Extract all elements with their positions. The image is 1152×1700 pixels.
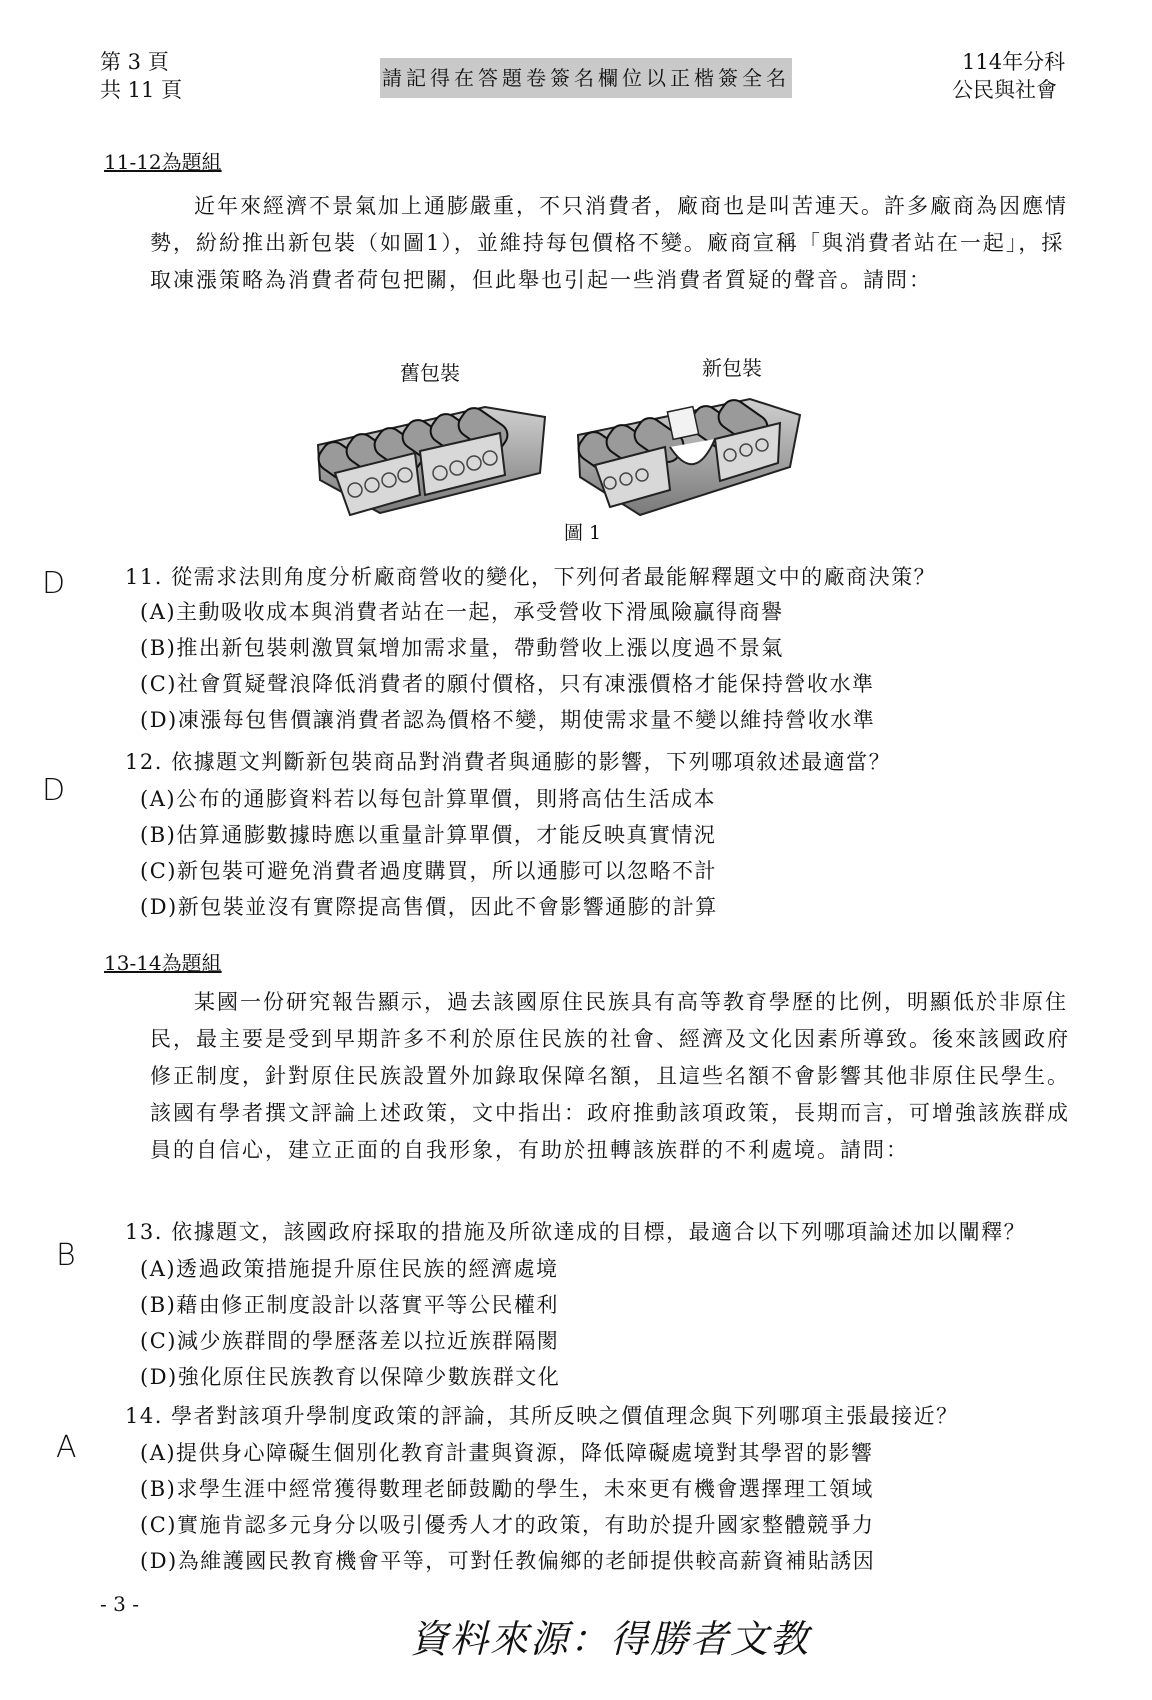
question-12-option-c: (C)新包裝可避免消費者過度購買，所以通膨可以忽略不計 xyxy=(140,859,717,883)
group-title-11-12: 11-12為題組 xyxy=(104,150,222,174)
question-13-stem: 13. 依據題文，該國政府採取的措施及所欲達成的目標，最適合以下列哪項論述加以闡釋？ xyxy=(125,1220,1027,1244)
passage-11-12 xyxy=(150,188,1080,299)
passage-text: 近年來經濟不景氣加上通膨嚴重，不只消費者，廠商也是叫苦連天。許多廠商為因應情勢，紛紛推出新包裝（如圖1），並維持每包價格不變。廠商宣稱「與消費者站在一起」，採取凍漲策略為消費者荷包把關，但此舉也引起一些消費者質疑的聲音。請問： xyxy=(150,194,1068,292)
new-package-image xyxy=(574,395,800,515)
handwritten-answer-13: B xyxy=(56,1238,76,1273)
handwritten-answer-12: D xyxy=(42,773,66,808)
question-13-option-d: (D)強化原住民族教育以保障少數族群文化 xyxy=(140,1365,561,1389)
question-12-option-a: (A)公布的通膨資料若以每包計算單價，則將高估生活成本 xyxy=(140,787,717,811)
old-package-label: 舊包裝 xyxy=(400,361,460,385)
passage-text: 某國一份研究報告顯示，過去該國原住民族具有高等教育學歷的比例，明顯低於非原住民，最主要是受到早期許多不利於原住民族的社會、經濟及文化因素所導致。後來該國政府修正制度，針對原住民族設置外加錄取保障名額，且這些名額不會影響其他非原住民學生。該國有學者撰文評論上述政策，文中指出：政府推動該項政策，長期而言，可增強該族群成員的自信心，建立正面的自我形象，有助於扭轉該族群的不利處境。請問： xyxy=(150,990,1070,1162)
question-11-stem: 11. 從需求法則角度分析廠商營收的變化，下列何者最能解釋題文中的廠商決策？ xyxy=(125,565,937,589)
figure-caption: 圖 1 xyxy=(564,522,602,544)
handwritten-answer-14: A xyxy=(56,1430,77,1465)
question-11-option-b: (B)推出新包裝刺激買氣增加需求量，帶動營收上漲以度過不景氣 xyxy=(140,636,784,660)
page-number: 第 3 頁 xyxy=(100,50,169,74)
passage-13-14 xyxy=(150,984,1080,1169)
question-14-option-c: (C)實施肯認多元身分以吸引優秀人才的政策，有助於提升國家整體競爭力 xyxy=(140,1513,875,1537)
question-12-option-b: (B)估算通膨數據時應以重量計算單價，才能反映真實情況 xyxy=(140,823,717,847)
question-12-option-d: (D)新包裝並沒有實際提高售價，因此不會影響通膨的計算 xyxy=(140,895,718,919)
subject-title: 公民與社會 xyxy=(952,78,1057,102)
question-11-option-d: (D)凍漲每包售價讓消費者認為價格不變，期使需求量不變以維持營收水準 xyxy=(140,708,876,732)
question-13-option-a: (A)透過政策措施提升原住民族的經濟處境 xyxy=(140,1257,559,1281)
page-footer-number: - 3 - xyxy=(100,1592,139,1616)
page-total: 共 11 頁 xyxy=(100,78,183,102)
package-figure xyxy=(310,395,880,530)
question-14-stem: 14. 學者對該項升學制度政策的評論，其所反映之價值理念與下列哪項主張最接近？ xyxy=(125,1404,959,1428)
question-11-option-c: (C)社會質疑聲浪降低消費者的願付價格，只有凍漲價格才能保持營收水準 xyxy=(140,672,875,696)
question-14-option-b: (B)求學生涯中經常獲得數理老師鼓勵的學生，未來更有機會選擇理工領域 xyxy=(140,1477,874,1501)
old-package-image xyxy=(314,403,545,515)
signature-reminder-banner: 請記得在答題卷簽名欄位以正楷簽全名 xyxy=(380,58,792,98)
question-14-option-a: (A)提供身心障礙生個別化教育計畫與資源，降低障礙處境對其學習的影響 xyxy=(140,1441,874,1465)
handwritten-answer-11: D xyxy=(42,566,66,601)
handwritten-source-note: 資料來源：得勝者文教 xyxy=(410,1617,811,1661)
question-13-option-b: (B)藉由修正制度設計以落實平等公民權利 xyxy=(140,1293,559,1317)
question-11-option-a: (A)主動吸收成本與消費者站在一起，承受營收下滑風險贏得商譽 xyxy=(140,600,784,624)
new-package-label: 新包裝 xyxy=(702,356,762,380)
group-title-13-14: 13-14為題組 xyxy=(104,951,222,975)
question-14-option-d: (D)為維護國民教育機會平等，可對任教偏鄉的老師提供較高薪資補貼誘因 xyxy=(140,1549,876,1573)
question-12-stem: 12. 依據題文判斷新包裝商品對消費者與通膨的影響，下列哪項敘述最適當？ xyxy=(125,750,892,774)
exam-title: 114年分科 xyxy=(962,50,1066,74)
question-13-option-c: (C)減少族群間的學歷落差以拉近族群隔閡 xyxy=(140,1329,560,1353)
